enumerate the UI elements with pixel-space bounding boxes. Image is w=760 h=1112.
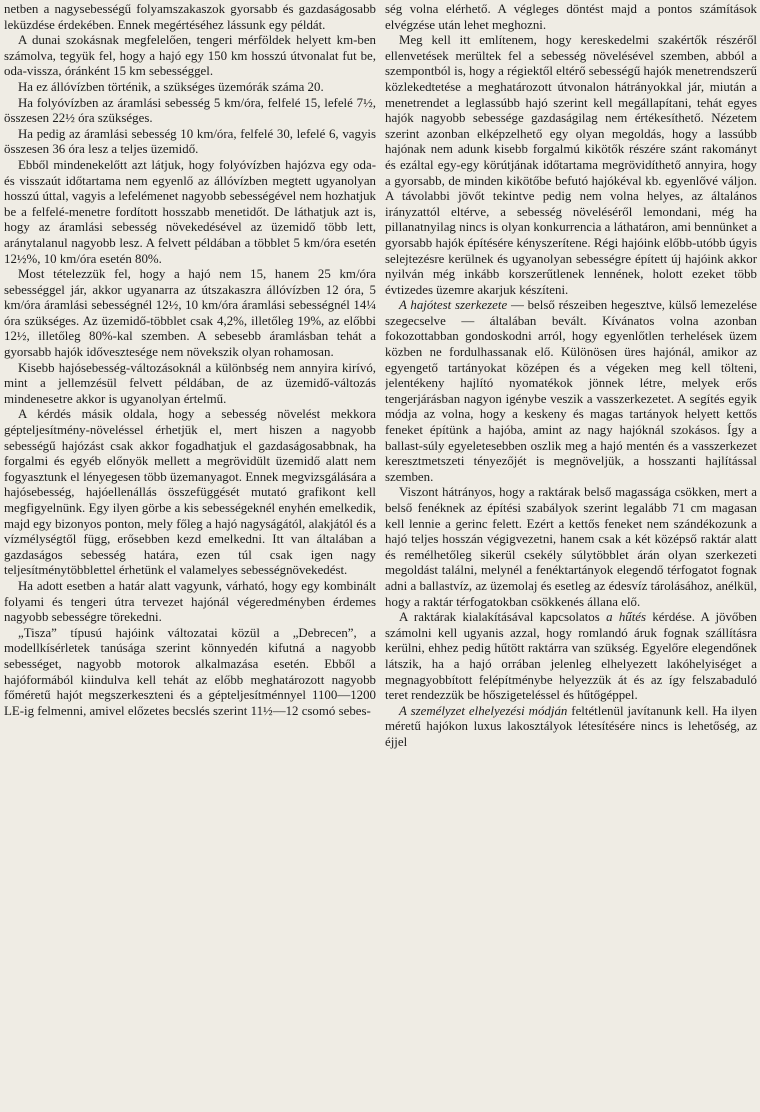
paragraph: Ha pedig az áramlási sebesség 10 km/óra, felfelé 30, lefelé 6, vagyis összesen 36 óra lesz a teljes üzemidő. [4, 126, 376, 157]
paragraph-body: kérdése. A jövőben számolni kell ugyanis azzal, hogy romlandó áruk fognak szállításra kerülni, ehhez pedig hűtött raktárra van szükség. Egyelőre elegendőnek látszik, ha a hajó orrában jelenleg elhelyezett lakóhelyiséget a megnagyobbított felépítménybe helyezzük át és az így felszabaduló teret rendezzük be hőszigeteléssel és hűtőgéppel. [385, 610, 757, 703]
paragraph-body: — belső részeiben hegesztve, külső lemezelése szegecselve — általában bevált. Kívánatos volna azonban fokozottabban gondoskodni arról, hogy egyenlőtlen terhelések üzem közben ne fordulhassanak elő. Különösen üres hajónál, amikor az egyengető tartányokat középen és a végeken meg kell tölteni, jelentékeny hajlító nyomatékok jönnek létre, melyek erős tengerjárásban nagyon igénybe veszik a vasszerkezetet. A segítés egyik módja az volna, hogy a keskeny és magas tartányok helyett kettős feneket építünk a hajóba, amint az nagy hajóknál szokásos. Így a ballast-súly egyeletesebben oszlik meg a hajó mentén és a vasszerkezet keresztmetszeti tényezőjét is megnöveljük, a hosszanti hajlítással szemben. [385, 298, 757, 484]
left-column [4, 2, 376, 1112]
paragraph: Ha folyóvízben az áramlási sebesség 5 km/óra, felfelé 15, lefelé 7½, összesen 22½ óra szükséges. [4, 95, 376, 126]
paragraph: Kisebb hajósebesség-változásoknál a különbség nem annyira kirívó, mint a jellemzésül felvett példában, de az üzemidő-változás mindenesetre akkor is ugyanolyan értelmű. [4, 360, 376, 406]
section-lead: A hajótest szerkezete [399, 298, 508, 313]
paragraph: Ebből mindenekelőtt azt látjuk, hogy folyóvízben hajózva egy oda- és visszaút időtartama nem egyenlő az állóvízben megtett ugyanolyan hosszú úttal, vagyis a lefelémenet nagyobb sebességével nem hozhatjuk be a felfelé-menetre fordított hosszabb menetidőt. De láthatjuk azt is, hogy az áramlási sebesség növekedésével az üzemidő több lett, aránytalanul nagyobb lesz. A felvett példában a többlet 5 km/óra esetén 12½%, 10 km/óra esetén 80%. [4, 157, 376, 266]
paragraph [385, 704, 757, 751]
paragraph [385, 610, 757, 704]
paragraph: netben a nagysebességű folyamszakaszok gyorsabb és gazdaságosabb leküzdése érdekében. Ennek megértéséhez lássunk egy példát. [4, 2, 376, 32]
paragraph-intro: A raktárak kialakításával kapcsolatos [399, 610, 607, 625]
paragraph: ség volna elérhető. A végleges döntést majd a pontos számítások elvégzése után lehet meghozni. [385, 2, 757, 32]
right-column [385, 2, 757, 1112]
paragraph [385, 298, 757, 485]
section-lead: a hűtés [606, 610, 647, 625]
paragraph: Ha adott esetben a határ alatt vagyunk, várható, hogy egy kombinált folyami és tengeri útra tervezet hajónál végeredményben érdemes nagyobb sebességre törekedni. [4, 578, 376, 625]
paragraph: „Tisza” típusú hajóink változatai közül a „Debrecen”, a modellkísérletek tanúsága szerint könnyedén kifutná a nagyobb sebességet, nagyobb motorok alkalmazása esetén. Ebből a hajóformából kiindulva kell tehát az előbb meghatározott nagyobb főméretű hajót megszerkeszteni és a gépteljesítménnyel 1100—1200 LE-ig felmenni, amivel előzetes becslés szerint 11½—12 csomó sebes- [4, 625, 376, 718]
paragraph-body: feltétlenül javítanunk kell. Ha ilyen méretű hajókon luxus lakosztályok létesítésére nincs is lehetőség, az éjjel [385, 703, 757, 749]
paragraph: A kérdés másik oldala, hogy a sebesség növelést mekkora gépteljesítmény-növeléssel érhetjük el, mert hiszen a nagyobb sebességű hajózást csak akkor fogadhatjuk el gazdaságosabbnak, ha forgalmi és egyéb előnyök mellett a megrövidült üzemidő alatt nem fogyasztunk el lényegesen több üzemanyagot. Ennek megvizsgálására a hajósebesség, hajóellenállás összefüggését mutató grafikont kell megfigyelnünk. Egy ilyen görbe a kis sebességeknél enyhén emelkedik, majd egy bizonyos ponton, mely főleg a hajó nagyságától, alakjától és a vízmélységtől függ, erősebben kezd emelkedni. Itt van általában a gazdaságos sebesség határa, ezen túl csak igen nagy teljesítménytöbblettel érhetünk el valamelyes sebességnövekedést. [4, 407, 376, 578]
paragraph: Meg kell itt említenem, hogy kereskedelmi szakértők részéről ellenvetések merültek fel a sebesség növelésével szemben, abból a szempontból is, hogy a régiektől eltérő sebességű hajók menetrendszerű közlekedtetése a meghatározott útvonalon hátrányokkal jár, miután a menetrendet a leglassúbb hajó szerint kell megállapítani, tehát egyes hajók nagyobb sebessége gazdaságilag nem értékesíthető. Nézetem szerint azonban elképzelhető egy olyan megoldás, hogy a lassúbb hajónak nem adunk kisebb forgalmú kikötők részére szánt rakományt és ezáltal egy-egy körútjának időtartama megrövidíthető annyira, hogy a gyorsabb, de minden kikötőbe befutó hajókéval kb. egyenlővé váljon. A távolabbi jövőt tekintve pedig nem volna helyes, az általános irányzattól eltérve, a sebesség növeléséről lemondani, még ha pillanatnyilag nincs is olyan konkurrencia a láthatáron, ami bennünket a gyorsabb hajók építésére kényszerítene. Régi hajóink előbb-utóbb úgyis selejtezésre kerülnek és ugyanolyan sebességre épített új hajóink akkor nyilván még inkább korszerűtlenek lennének, holott ezeket több évtizedes üzemre akarjuk készíteni. [385, 33, 757, 297]
paragraph: A dunai szokásnak megfelelően, tengeri mérföldek helyett km-ben számolva, tegyük fel, hogy a hajó egy 150 km hosszú útvonalat fut be, oda-vissza, óránként 15 km sebességgel. [4, 33, 376, 79]
paragraph: Ha ez állóvízben történik, a szükséges üzemórák száma 20. [18, 79, 324, 94]
paragraph: Most tételezzük fel, hogy a hajó nem 15, hanem 25 km/óra sebességgel jár, akkor ugyanarra az útszakaszra állóvízben 12 óra, 5 km/óra áramlási sebességnél 12½, 10 km/óra áramlási sebességnél 14¼ óra szükséges. Az üzemidő-többlet csak 4,2%, illetőleg 19%, az előbbi 12½, illetőleg 80%-kal szemben. A sebesebb áramlásban tehát a gyorsabb hajók időveszteségе nem növekszik olyan rohamosan. [4, 267, 376, 360]
section-lead: A személyzet elhelyezési módján [399, 703, 568, 718]
paragraph: Viszont hátrányos, hogy a raktárak belső magassága csökken, mert a belső fenéknek az építési szabályok szerint legalább 71 cm magasan kell lennie a gerinc felett. Ezért a kettős feneket nem szándékozunk a hajó teljes hosszán végigvezetni, hanem csak a két középső raktár alatt és remélhetőleg sikerül csekély súlytöbblet árán olyan szerkezeti megoldást találni, melynél a fenéktartányok elegendő térfogatot fognak adni a ballastvíz, az üzemolaj és esetleg az édesvíz tárolásához, anélkül, hogy a raktár térfogatokban csökkenés állana elő. [385, 485, 757, 609]
